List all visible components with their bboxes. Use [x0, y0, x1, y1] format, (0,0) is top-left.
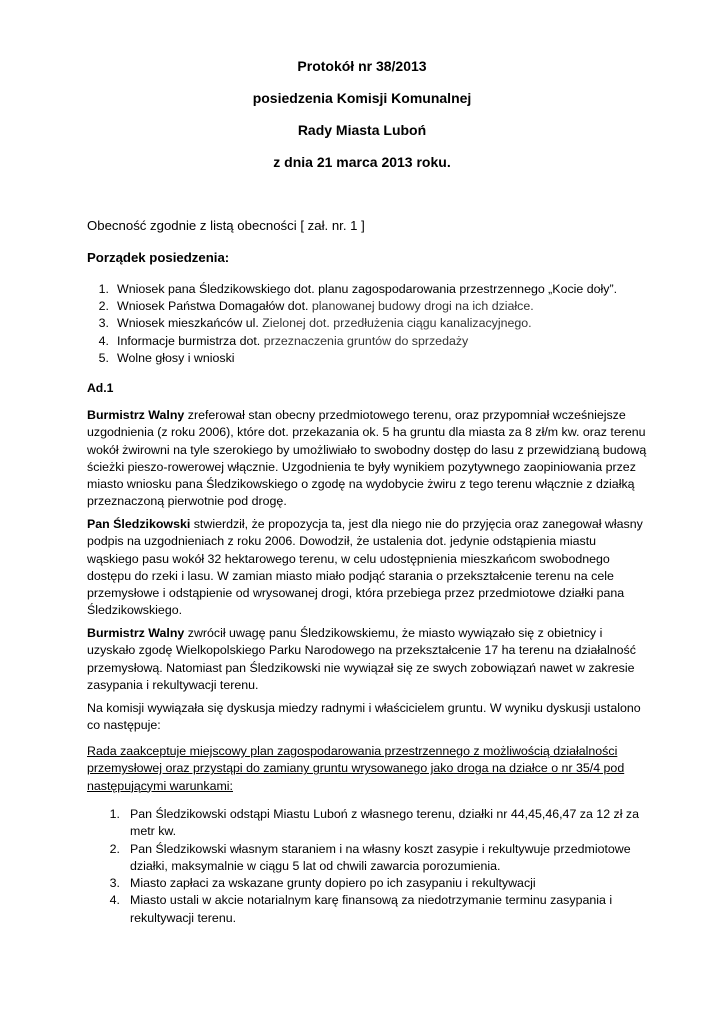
- agenda-item-number: 1.: [98, 282, 109, 296]
- protocol-title-block: [0, 58, 724, 186]
- agenda-item-number: 2.: [98, 299, 109, 314]
- conditions-list: [87, 806, 647, 927]
- attendance-note: Obecność zgodnie z listą obecności [ zał. nr. 1 ]: [87, 218, 365, 233]
- agenda-item: [87, 350, 647, 367]
- condition-text: Pan Śledzikowski odstąpi Miastu Luboń z własnego terenu, działki nr 44,45,46,47 za 12 zł za metr kw.: [130, 807, 640, 839]
- speaker-name: Burmistrz Walny: [87, 626, 185, 640]
- condition-number: 2.: [109, 841, 120, 856]
- condition-number: 3.: [109, 876, 120, 891]
- paragraph-text: zreferował stan obecny przedmiotowego terenu, oraz przypomniał wcześniejsze uzgodnienia (z roku 2006), które dot. przekazania ok. 5 ha gruntu dla miasta za 8 zł/m kw. oraz terenu wokół żwirowni na tyle szerokiego by umożliwiało to swobodny dostęp do lasu z przewidzianą budową ścieżki pieszo-rowerowej włącznie. Uzgodnienia te były wynikiem pozytywnego zaopiniowania przez miasto wniosku pana Śledzikowskiego o zgodę na wydobycie żwiru z tego terenu włącznie z działką przeznaczoną pierwotnie pod drogę.: [87, 408, 647, 509]
- condition-item: [87, 806, 647, 841]
- agenda-item: [87, 298, 647, 315]
- agenda-item: [87, 333, 647, 350]
- meeting-date: z dnia 21 marca 2013 roku.: [273, 154, 451, 170]
- agenda-item-text: Wniosek Państwa Domagałów dot.: [117, 299, 312, 314]
- paragraph-resolution: Rada zaakceptuje miejscowy plan zagospodarowania przestrzennego z możliwością działalności przemysłowej oraz przystąpi do zamiany gruntu wrysowanego jako droga na działce o nr 35/4 pod następującymi warunkami:: [87, 744, 625, 793]
- agenda-item: [87, 281, 647, 298]
- agenda-item-text: Informacje burmistrza dot.: [117, 333, 264, 348]
- condition-item: [87, 875, 647, 892]
- agenda-item-number: 3.: [98, 316, 109, 331]
- condition-number: 4.: [109, 893, 120, 908]
- condition-text: Miasto ustali w akcie notarialnym karę finansową za niedotrzymanie terminu zasypania i rekultywacji terenu.: [130, 893, 613, 925]
- paragraph-discussion: Na komisji wywiązała się dyskusja miedzy radnymi i właścicielem gruntu. W wyniku dyskusji ustalono co następuje:: [87, 701, 641, 733]
- section-heading-ad1: Ad.1: [87, 381, 114, 395]
- condition-item: [87, 841, 647, 876]
- paragraph-mayor-reply: [87, 625, 647, 694]
- agenda-item: [87, 315, 647, 332]
- agenda-item-text: Wolne głosy i wnioski: [117, 350, 235, 365]
- agenda-list: [87, 281, 647, 367]
- agenda-item-text: Wniosek pana Śledzikowskiego dot. planu zagospodarowania przestrzennego „Kocie doły”.: [117, 282, 618, 296]
- paragraph-sledzikowski-response: [87, 516, 647, 620]
- speaker-name: Pan Śledzikowski: [87, 517, 191, 531]
- agenda-item-number: 5.: [98, 350, 109, 365]
- paragraph-mayor-report: [87, 407, 647, 511]
- agenda-item-text-detail: planowanej budowy drogi na ich działce.: [311, 299, 534, 314]
- agenda-item-number: 4.: [98, 333, 109, 348]
- agenda-item-text-detail: Zielonej dot. przedłużenia ciągu kanalizacyjnego.: [262, 316, 532, 331]
- agenda-item-text-detail: przeznaczenia gruntów do sprzedaży: [263, 333, 469, 348]
- agenda-heading: Porządek posiedzenia:: [87, 250, 230, 265]
- condition-number: 1.: [109, 807, 120, 821]
- paragraph-text: stwierdził, że propozycja ta, jest dla niego nie do przyjęcia oraz zanegował własny podpis na uzgodnieniach z roku 2006. Dowodził, że ustalenia dot. jedynie odstąpienia miastu wąskiego pasu wokół 32 hektarowego terenu, w celu udostępnienia mieszkańcom swobodnego dostępu do rzeki i lasu. W zamian miasto miało podjąć starania o przekształcenie terenu na cele przemysłowe i odstąpienie od wrysowanej drogi, która przebiega przez przedmiotowe działki pana Śledzikowskiego.: [87, 517, 643, 618]
- council-name: Rady Miasta Luboń: [297, 122, 427, 138]
- paragraph-text: zwrócił uwagę panu Śledzikowskiemu, że miasto wywiązało się z obietnicy i uzyskało zgodę Wielkopolskiego Parku Narodowego na przekształcenie 17 ha terenu na działalność przemysłową. Natomiast pan Śledzikowski nie wywiązał się ze swych zobowiązań nawet w zakresie zasypania i rekultywacji terenu.: [87, 626, 636, 692]
- condition-item: [87, 892, 647, 927]
- meeting-name: posiedzenia Komisji Komunalnej: [252, 90, 472, 106]
- condition-text: Miasto zapłaci za wskazane grunty dopiero po ich zasypaniu i rekultywacji: [130, 876, 536, 891]
- agenda-item-text: Wniosek mieszkańców ul.: [117, 316, 263, 331]
- speaker-name: Burmistrz Walny: [87, 408, 185, 422]
- condition-text: Pan Śledzikowski własnym staraniem i na własny koszt zasypie i rekultywuje przedmiotowe działki, maksymalnie w ciągu 5 lat od chwili zawarcia porozumienia.: [130, 841, 631, 873]
- protocol-number: Protokół nr 38/2013: [297, 58, 427, 74]
